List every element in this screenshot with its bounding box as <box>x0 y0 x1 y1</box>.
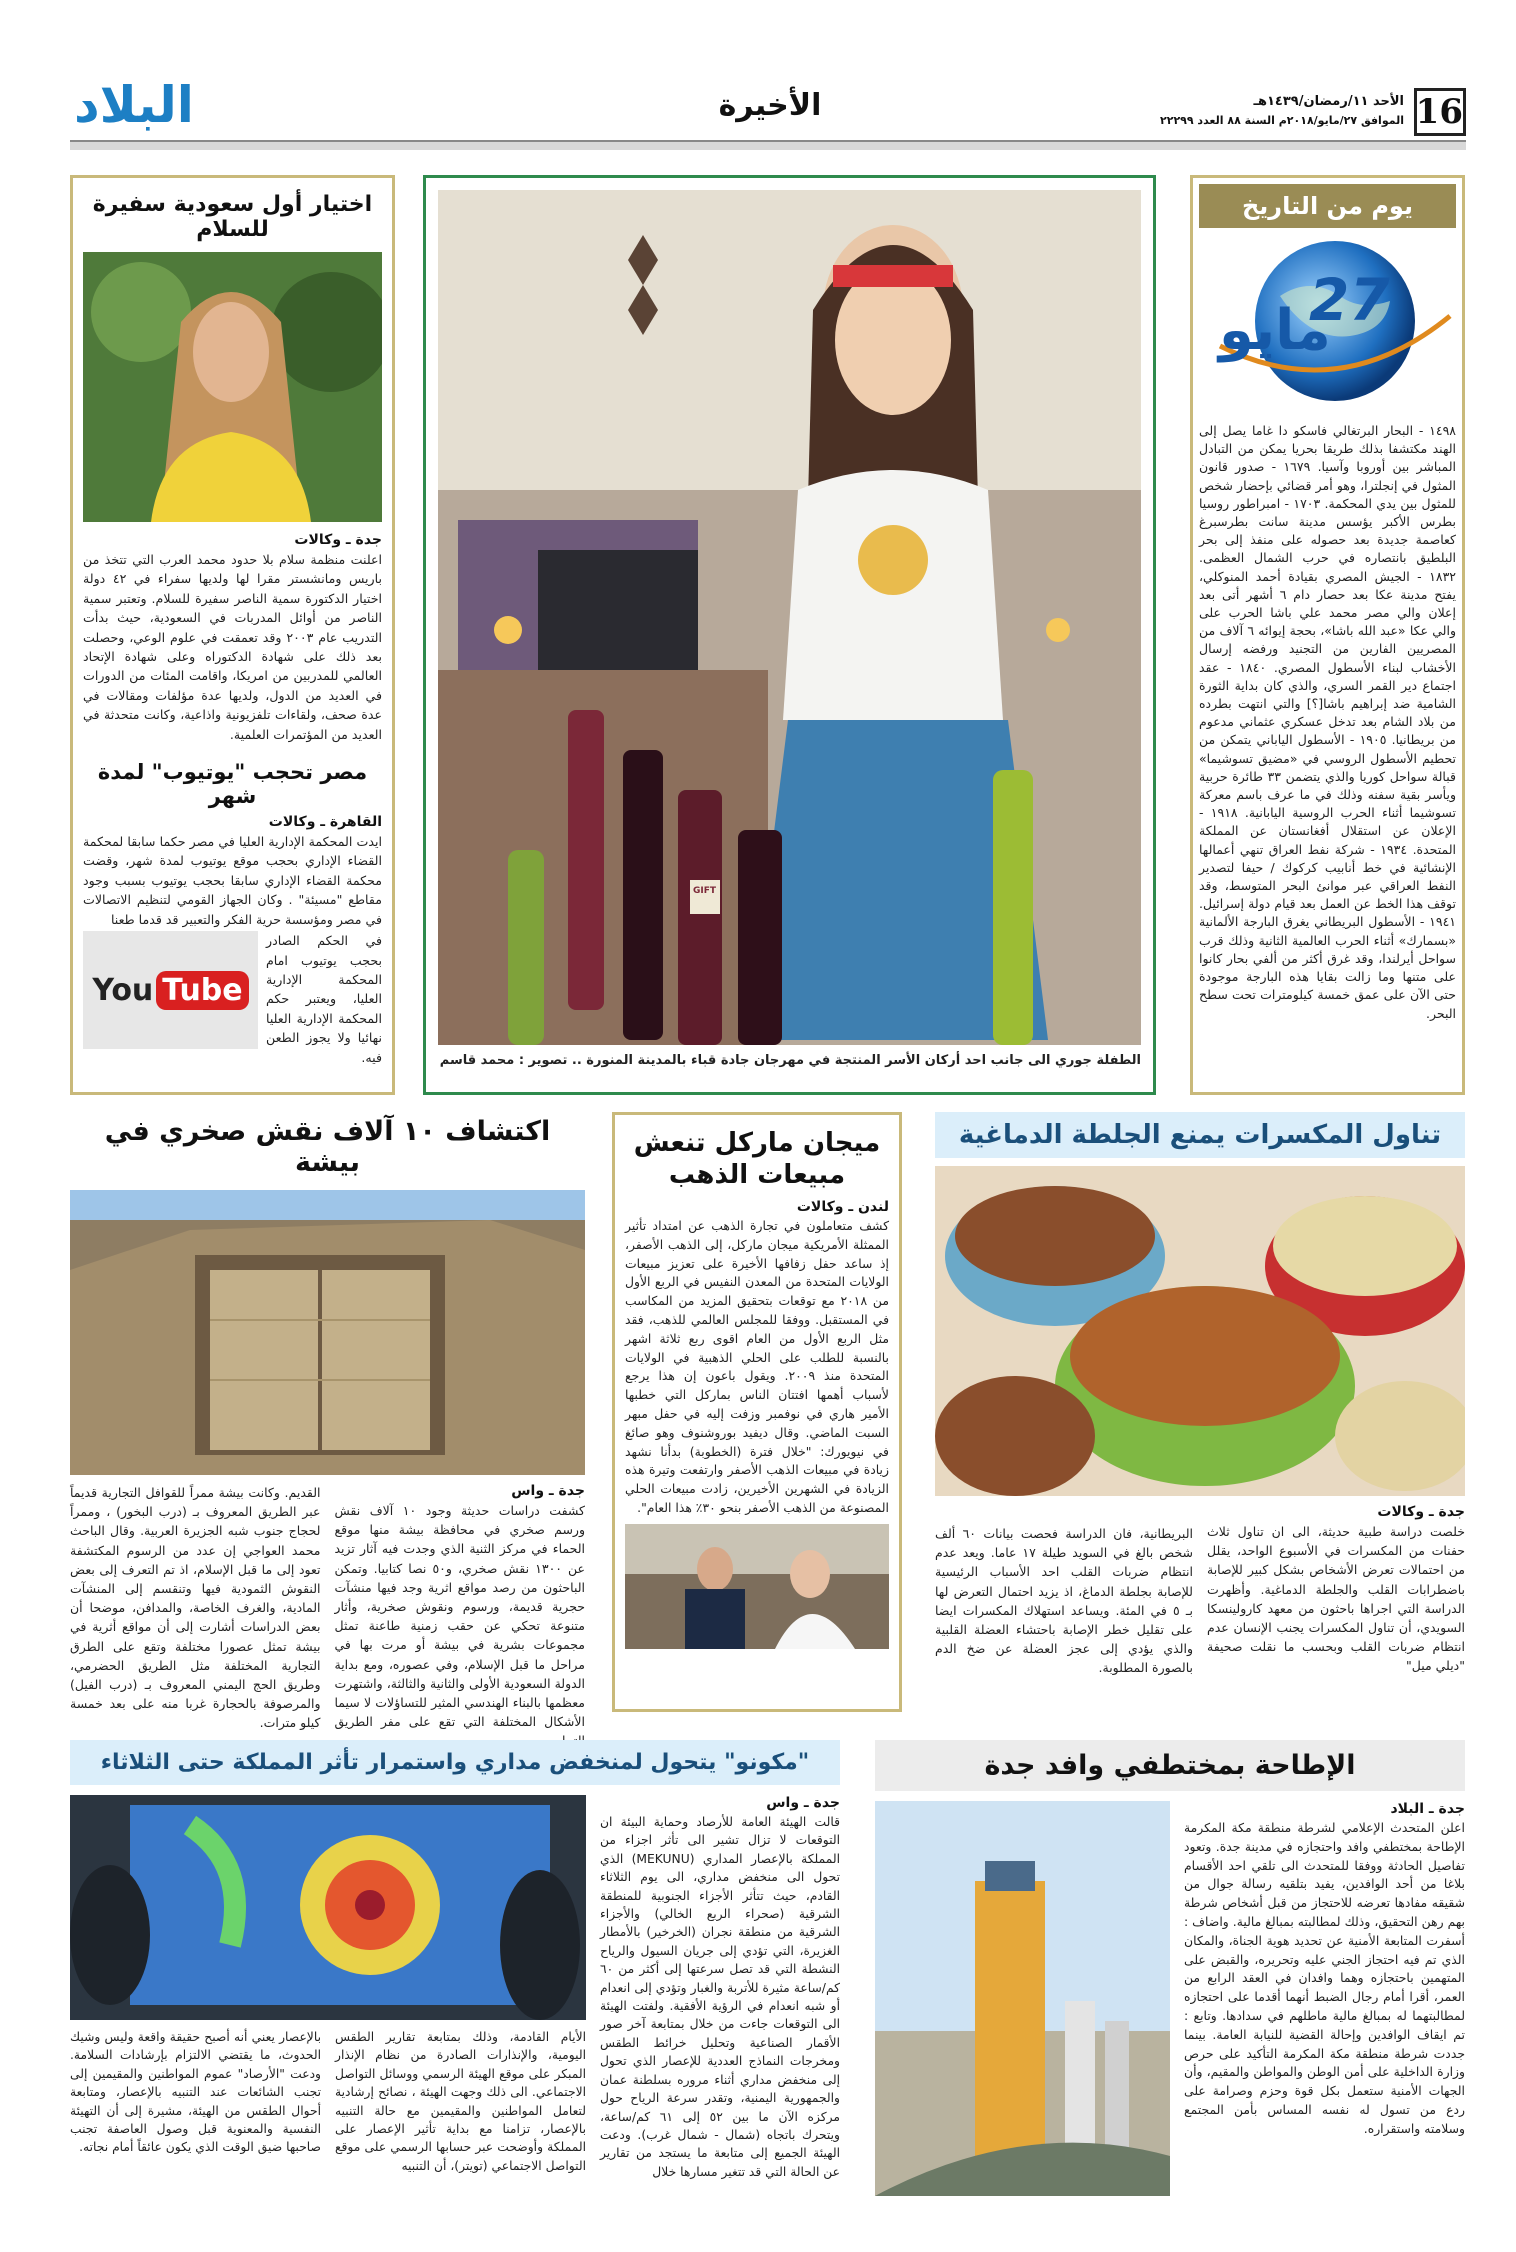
newspaper-logo: البلاد <box>74 76 194 134</box>
mekunu-col2: الأيام القادمة، وذلك بمتابعة تقارير الطقس اليومية، والإنذارات الصادرة من نظام الإنذار المبكر على موقع الهيئة الرسمي ووسائل التواصل الاجتماعي. الى ذلك وجهت الهيئة ، نصائح إرشادية لتعامل المواطنين والمقيمين مع حالة التنبيه بالإعصار، تزامنا مع بداية تأثير الإعصار على المملكة وأوضحت عبر حسابها الرسمي على موقع التواصل الاجتماعي (تويتر)، أن التنبيه <box>335 2030 586 2173</box>
mekunu-title: "مكونو" يتحول لمنخفض مداري واستمرار تأثر المملكة حتى الثلاثاء <box>70 1740 840 1785</box>
markle-dateline: لندن ـ وكالات <box>796 1199 889 1215</box>
arrest-article <box>875 1740 1465 2210</box>
mekunu-col3: بالإعصار يعني أنه أصبح حقيقة واقعة وليس وشيك الحدوث، ما يقتضي الالتزام بإرشادات السلامة. ودعت "الأرصاد" عموم المواطنين والمقيمين إلى تجنب الشائعات عند التنبيه بالإعصار، ومتابعة أحوال الطقس من الهيئة، مشيرة إلى أن التهيئة النفسية والمعنوية قبل وصول العاصفة تجنب صاحبها ضيق الوقت الذي يكون عائقاً أمام نجاته. <box>70 2030 321 2155</box>
issue-date-hijri: الأحد ١١/رمضان/١٤٣٩هـ <box>1253 94 1404 109</box>
main-photo <box>438 190 1141 1045</box>
page-number: 16 <box>1414 88 1466 136</box>
mekunu-col1: قالت الهيئة العامة للأرصاد وحماية البيئة ان التوقعات لا تزال تشير الى تأثر اجزاء من المملكة بالإعصار المداري (MEKUNU) الذي تحول الى منخفض مداري، الى يوم الثلاثاء القادم، حيث تتأثر الأجزاء الجنوبية للمنطقة الشرقية (صحراء الربع الخالي) والأجزاء الشرقية من منطقة نجران (الخرخير) بالأمطار الغزيرة، التي تؤدي إلى جريان السيول والرياح النشطة التي قد تصل سرعتها إلى أكثر من ٦٠ كم/ساعة مثيرة للأتربة والغبار وتؤدي إلى انعدام أو شبه انعدام في الرؤية الأفقية. ولفتت الهيئة الى التوقعات جاءت من خلال بمتابعة آخر صور الأقمار الصناعية وتحليل خرائط الطقس ومخرجات النماذج العددية للإعصار الذي تحول إلى منخفض مداري أثناء مروره بسلطنة عمان والجمهورية اليمنية، وتقدر سرعة الرياح حول مركزه الآن ما بين ٥٢ إلى ٦١ كم/ساعة، ويتحرك باتجاه (شمال - شمال غرب). ودعت الهيئة الجميع إلى متابعة ما يستجد من تقارير عن الحالة التي قد تتغير مسارها خلال <box>600 1815 841 2179</box>
nuts-col1: خلصت دراسة طبية حديثة، الى ان تناول ثلاث حفنات من المكسرات في الأسبوع الواحد، يقلل من احتمالات تعرض الأشخاص بشكل كبير للإصابة باضطرابات القلب والجلطة الدماغية. وأظهرت الدراسة التي اجراها باحثون من معهد كارولينسكا السويدي، أن تناول المكسرات يجنب الإنسان عدم انتظام ضربات القلب وبحسب ما نقلت صحيفة "ديلي ميل" <box>1207 1524 1465 1674</box>
rock-title: اكتشاف ١٠ آلاف نقش صخري في بيشة <box>104 1116 551 1178</box>
rock-col1: كشفت دراسات حديثة وجود ١٠ آلاف نقش ورسم صخري في محافظة بيشة منها موقع الحماء في مركز الثنية الذي وجدت فيه آثار تزيد عن ١٣٠٠ نقش صخري، و٥٠ نصا كتابيا. وتمكن الباحثون من رصد مواقع اثرية وجد فيها منشآت حجرية قديمة، ورسوم ونقوش صخرية، وأثار متنوعة تحكي عن حقب زمنية طاعنة تمثل مجموعات بشرية في بيشة أو مرت بها في مراحل ما قبل الإسلام، وفي عصوره، ومع بداية الدولة السعودية الأولى والثانية والثالثة، واشتهرت معظمها بالبناء الهندسي المثير للتساؤلات لا سيما الأشكال المختلفة التي تقع على مفر الطريق <box>334 1503 586 1730</box>
history-text: ١٤٩٨ - البحار البرتغالي فاسكو دا غاما يصل إلى الهند مكتشفا بذلك طريقا بحريا يمكن من التبادل المباشر بين أوروبا وآسيا. ١٦٧٩ - صدور قانون المثول في إنجلترا، وهو أمر قضائي بإحضار شخص للمثول بين يدي المحكمة. ١٧٠٣ - امبراطور روسيا بطرس الأكبر يؤسس مدينة سانت بطرسبرغ كعاصمة جديدة بعد حصوله على منفذ إلى بحر البلطيق بانتصاره في حرب الشمال العظمى. ١٨٣٢ - الجيش المصري بقيادة أحمد المنوكلي، يفتح مدينة عكا بعد حصار دام ٦ أشهر أتى بعد إعلان والي مصر محمد علي باشا الحرب على والي عكا «عبد الله باشا»، بحجة إيوائه ٦ آلاف من المصريين الفارين من التجنيد ورفضه إرسال الأخشاب لبناء الأسطول المصري. ١٨٤٠ - عقد اجتماع دير القمر السري، والذي كان بداية الثورة الشامية ضد إبراهيم باشا[؟] والتي انتهت بطرده من بلاد الشام بعد تدخل عسكري عثماني مدعوم من بريطانيا. ١٩٠٥ - الأسطول الياباني يتمكن من تحطيم الأسطول الروسي في «مضيق تسوشيما» قبالة سواحل كوريا والذي يتضمن ٣٣ طائرة حربية ويأسر بقية سفنه وذلك في ما عرف باسم معركة تسوشيما أثناء الحرب الروسية اليابانية. ١٩١٨ - الإعلان عن استقلال أفغانستان عن المملكة المتحدة. ١٩٣٤ - شركة نفط العراق تنهي أعمالها الإنشائية في خط أنابيب كركوك / حيفا لتصدير النفط العراقي عبر موانئ البحر المتوسط، وقد توقف هذا الخط عن العمل بعد قيام دولة إسرائيل. ١٩٤١ - الأسطول البريطاني يغرق البارجة الألمانية «بسمارك» أثناء الحرب العالمية الثانية وذلك قرب سواحل أيرلندا، وقد غرق أكثر من ألفي بحار كانوا على متنها وما زالت بقايا هذه البارجة موجودة حتى الآن على عمق خمسة كيلومترات تحت سطح البحر. <box>1199 423 1457 1021</box>
issue-date-gregorian: الموافق ٢٧/مايو/٢٠١٨م السنة ٨٨ العدد ٢٢٢٩٩ <box>1160 114 1404 127</box>
history-box <box>1190 175 1465 1095</box>
emblem-number: 27 <box>1309 266 1390 334</box>
cyclone-monitor-photo <box>70 1795 586 2020</box>
ambassador-photo <box>83 252 382 522</box>
nuts-title: تناول المكسرات يمنع الجلطة الدماغية <box>935 1112 1465 1158</box>
youtube-logo-tube: Tube <box>156 971 248 1010</box>
main-photo-caption: الطفلة جوري الى جانب احد أركان الأسر المنتجة في مهرجان جادة قباء بالمدينة المنورة .. تصوير : محمد قاسم <box>439 1053 1141 1068</box>
youtube-title: مصر تحجب "يوتيوب" لمدة شهر <box>97 760 368 809</box>
youtube-logo <box>83 931 258 1049</box>
rock-article <box>70 1112 586 1731</box>
arrest-dateline: جدة ـ البلاد <box>1390 1801 1465 1817</box>
nuts-dateline: جدة ـ وكالات <box>1377 1504 1465 1520</box>
emblem-month: مايو <box>1219 298 1331 363</box>
youtube-logo-you: You <box>92 972 154 1008</box>
nuts-photo <box>935 1166 1465 1496</box>
ambassador-text: اعلنت منظمة سلام بلا حدود محمد العرب التي تتخذ من باريس ومانشستر مقرا لها ولديها سفراء في ٤٢ دولة اختيار الدكتورة سمية الناصر سفيرة للسلام. وتعتبر سمية الناصر من أوائل المدربات في السعودية، حيث بدأت التدريب عام ٢٠٠٣ وقد تعمقت في علوم الوعي، وحصلت بعد ذلك على شهادة الدكتوراه وعلى شهادة الإتحاد العالمي للمدربين من امريكا، واقامت المئات من الدورات في العديد من الدول، ولديها عدة مؤلفات ومقالات في عدة صحف، ولقاءات تلفزيونية واذاعية، وكانت متحدثة في العديد من المؤتمرات العلمية. <box>83 552 382 742</box>
mekunu-article <box>70 1740 840 2210</box>
nuts-col2: البريطانية، فان الدراسة فحصت بيانات ٦٠ ألف شخص بالغ في السويد طيلة ١٧ عاما. ويعد عدم انتظام ضربات القلب احد الأسباب الرئيسية للإصابة بجلطة الدماغ، اذ يزيد احتمال التعرض لها بـ ٥ في المئة. ويساعد استهلاك المكسرات ايضا على تقليل خطر الإصابة باحتشاء العضلة القلبية والذي يؤدي إلى عجز العضلة عن ضخ الدم بالصورة المطلوبة. <box>935 1526 1194 1676</box>
ambassador-dateline: جدة ـ وكالات <box>294 532 382 548</box>
masthead-rule <box>70 140 1466 150</box>
wedding-photo <box>625 1524 889 1649</box>
history-header: يوم من التاريخ <box>1199 184 1456 228</box>
mekunu-dateline: جدة ـ واس <box>766 1795 840 1811</box>
bottle-label: GIFT <box>693 886 717 896</box>
ambassador-article <box>70 175 395 1095</box>
youtube-text-top: ايدت المحكمة الإدارية العليا في مصر حكما سابقا لمحكمة القضاء الإداري بحجب موقع يوتيوب لمدة شهر، وقضت محكمة القضاء الإداري سابقا بحجب يوتيوب بسبب وجود مقاطع "مسيئة" . وكان الجهاز القومي لتنظيم الاتصالات في مصر ومؤسسة حرية الفكر والتعبير قد قدما طعنا <box>83 834 382 927</box>
arrest-title: الإطاحة بمختطفي وافد جدة <box>875 1740 1465 1791</box>
markle-text: كشف متعاملون في تجارة الذهب عن امتداد تأثير الممثلة الأمريكية ميجان ماركل، إلى الذهب الأصفر، إذ ساعد حفل زفافها الأخيرة على تعزيز مبيعات الولايات المتحدة من المعدن النفيس في الربع الأول من ٢٠١٨ مع توقعات بتحقيق المزيد من المكاسب في المستقبل. ووفقا للمجلس العالمي للذهب، فقد مثل الربع الأول من العام اقوى ربع ثلاثة اشهر بالنسبة للطلب على الحلي الذهبية في الولايات المتحدة منذ ٢٠٠٩. ويقول باعون إن هذا يرجع لأسباب أهمها افتتان الناس بماركل التي خطبها الأمير هاري في نوفمبر وزفت إليه في حفل مبهر السبت الماضي. وقال ديفيد بوروشنوف وهو صائغ في نيويورك: "خلال فترة (الخطوبة) بدأنا نشهد زيادة في مبيعات الذهب الأصفر وارتفعت وتيرة هذه الزيادة في الشهرين الأخيرين، زادت مبيعات الحلي المصنوعة من الذهب الأصفر بنحو ٣٠٪ هذا العام". <box>625 1218 890 1515</box>
ambassador-title: اختيار أول سعودية سفيرة للسلام <box>92 192 373 242</box>
jeddah-photo <box>875 1801 1170 2196</box>
markle-title: ميجان ماركل تنعش مبيعات الذهب <box>633 1128 881 1190</box>
youtube-dateline: القاهرة ـ وكالات <box>268 814 382 831</box>
youtube-text-side: في الحكم الصادر بحجب يوتيوب امام المحكمة الإدارية العليا، ويعتبر حكم المحكمة الإدارية العليا نهائيا ولا يجوز الطعن فيه. <box>266 933 382 1065</box>
rock-photo <box>70 1190 585 1475</box>
masthead <box>70 76 1466 146</box>
section-title: الأخيرة <box>718 88 822 123</box>
main-photo-frame <box>423 175 1156 1095</box>
markle-article <box>612 1112 902 1712</box>
festival-photo <box>438 190 1141 1045</box>
nuts-article <box>935 1112 1465 1712</box>
rock-dateline: جدة ـ واس <box>511 1483 585 1499</box>
rock-col2: القديم. وكانت بيشة ممراً للقوافل التجارية قديماً عبر الطريق المعروف بـ (درب البخور) ، وممراً لحجاج جنوب شبه الجزيرة العربية. وقال الباحث محمد العواجي إن عدد من الرسوم المكتشفة تعود إلى ما قبل الإسلام، اذ تم التعرف إلى بعض النقوش الثمودية فيها وتنقسم إلى المنشآت المادية، والغرف الخاصة، والمدافن، موضحا أن بعض الدراسات أشارت إلى أن مواقع أثرية في بيشة تمثل عصورا مختلفة وتقع على الطرق التجارية المختلفة مثل الطريق الحضرمي، وطريق الحج اليمني المعروف بـ (درب الفيل) والمرصوفة بالحجارة غربا منه على بعد خمسة كيلو مترات. <box>70 1485 321 1731</box>
arrest-text: اعلن المتحدث الإعلامي لشرطة منطقة مكة المكرمة الإطاحة بمختطفي وافد واحتجازه في مدينة جدة. وتعود تفاصيل الحادثة ووفقا للمتحدث الى تلقي احد الأقسام بلاغا من أحد الوافدين، يفيد بتلقيه رسالة جوال من شقيقه مفادها تعرضه للاحتجاز من قبل أشخاص شرطة بهم رهن التحقيق، وذلك لمطالبته بمبالغ مالية. واضاف : أسفرت المتابعة الأمنية عن تحديد هوية الجناة، والمكان الذي تم فيه احتجاز الجني عليه وتحريره، والقبض على المتهمين باحتجازه وهما وافدان في العقد الرابع من العمر، أقرا أمام رجال الضبط أنهما أقدما على احتجازه لمطالبتهما له بمبالغ مالية ماطلهم في سدادها. وتابع : تم ايقاف الوافدين وإحالة القضية للنيابة العامة. بينما جددت شرطة منطقة مكة المكرمة التأكيد على حرص وزارة الداخلية على أمن الوطن والمواطن والمقيم، وأن الجهات الأمنية ستعمل بكل قوة وحزم وصرامة على ردع من تسول له نفسه المساس بأمن المجتمع وسلامته واستقراره. <box>1184 1820 1465 2136</box>
date-emblem <box>1199 236 1456 416</box>
